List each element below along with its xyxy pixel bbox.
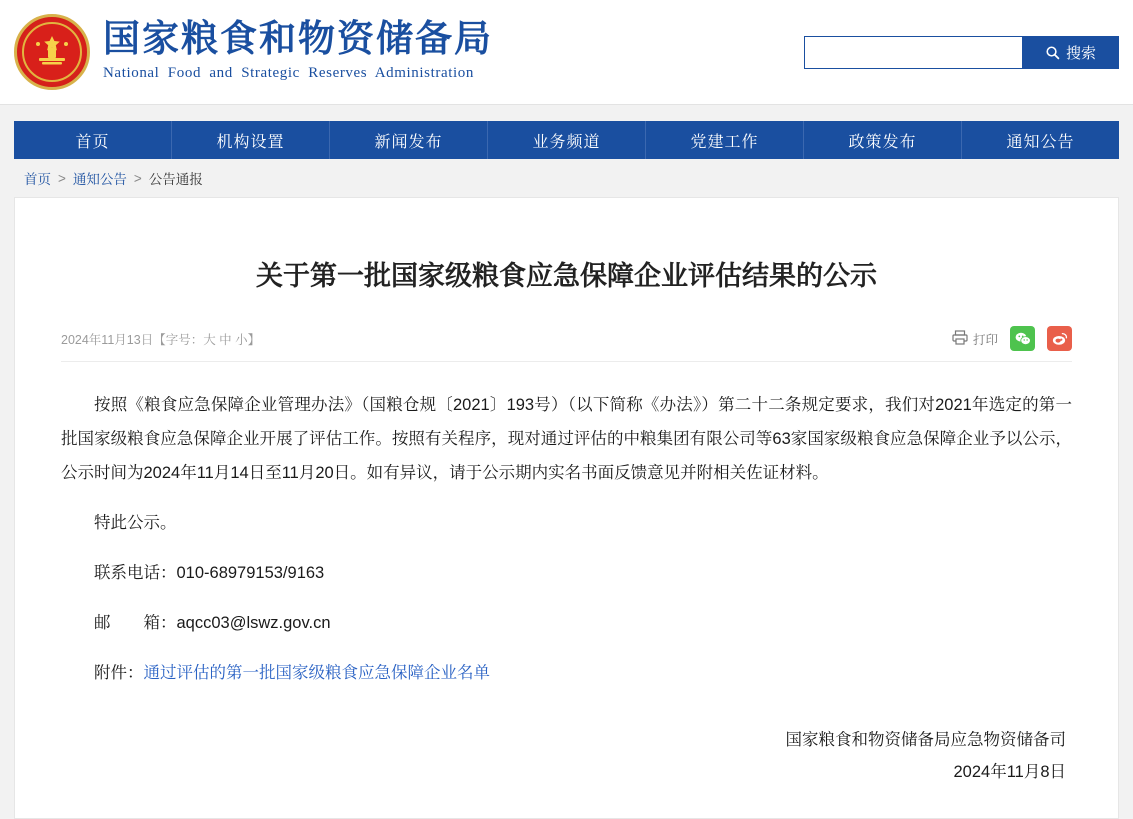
search-button[interactable] [1022,36,1119,69]
search-button-label: 搜索 [1065,45,1096,62]
font-size-control[interactable]: 【字号：大 中 小】 [153,332,261,347]
signature-date: 2024年11月8日 [953,763,1066,781]
site-brand [103,18,493,83]
article-body [61,388,1072,690]
print-label: 打印 [972,332,998,347]
national-emblem-icon [14,14,90,90]
contact-phone: 联系电话：010-68979153/9163 [94,564,325,582]
nav-item-business[interactable]: 业务频道 [488,121,646,159]
article-card [14,197,1119,819]
breadcrumb [14,159,1119,197]
brand-title-cn: 国家粮食和物资储备局 [103,19,493,60]
weibo-icon[interactable] [1047,326,1072,351]
search-box [804,36,1119,69]
article-meta-left [61,330,260,348]
article-actions [952,326,1072,351]
article-meta [61,326,1072,362]
article-date: 2024年11月13日 [61,332,154,347]
signature-org: 国家粮食和物资储备局应急物资储备司 [785,731,1066,749]
breadcrumb-separator: > [58,170,66,186]
breadcrumb-item-current: 公告通报 [148,172,203,187]
article-signature [61,724,1072,788]
article-paragraph-1: 按照《粮食应急保障企业管理办法》（国粮仓规〔2021〕193号）（以下简称《办法》）第二十二条规定要求，我们对2021年选定的第一批国家级粮食应急保障企业开展了评估工作。按照有关程序，现对通过评估的中粮集团有限公司等63家国家级粮食应急保障企业予以公示，公示时间为2024年11月14日至11月20日。如有异议，请于公示期内实名书面反馈意见并附相关佐证材料。 [61,396,1072,482]
contact-email: 邮 箱：aqcc03@lswz.gov.cn [94,614,331,632]
breadcrumb-item-home[interactable]: 首页 [24,172,51,187]
brand-title-en: National Food and Strategic Reserves Administration [103,65,474,81]
page-title: 关于第一批国家级粮食应急保障企业评估结果的公示 [256,261,877,291]
site-header [0,0,1133,105]
main-navigation [14,121,1119,159]
breadcrumb-item-notices[interactable]: 通知公告 [72,172,127,187]
attachment-link[interactable]: 通过评估的第一批国家级粮食应急保障企业名单 [143,664,490,682]
nav-item-policy[interactable]: 政策发布 [804,121,962,159]
nav-item-party-building[interactable]: 党建工作 [646,121,804,159]
attachment-label: 附件： [94,664,144,682]
nav-item-news[interactable]: 新闻发布 [330,121,488,159]
attachment-row [61,656,1072,690]
nav-item-organization[interactable]: 机构设置 [172,121,330,159]
article-paragraph-2: 特此公示。 [94,514,177,532]
wechat-icon[interactable] [1010,326,1035,351]
breadcrumb-separator: > [133,170,142,186]
search-input[interactable] [804,36,1022,69]
printer-icon [952,330,968,348]
print-button[interactable] [952,330,998,348]
search-icon [1045,45,1060,60]
nav-item-home[interactable]: 首页 [14,121,172,159]
nav-item-notices[interactable]: 通知公告 [1006,133,1075,151]
